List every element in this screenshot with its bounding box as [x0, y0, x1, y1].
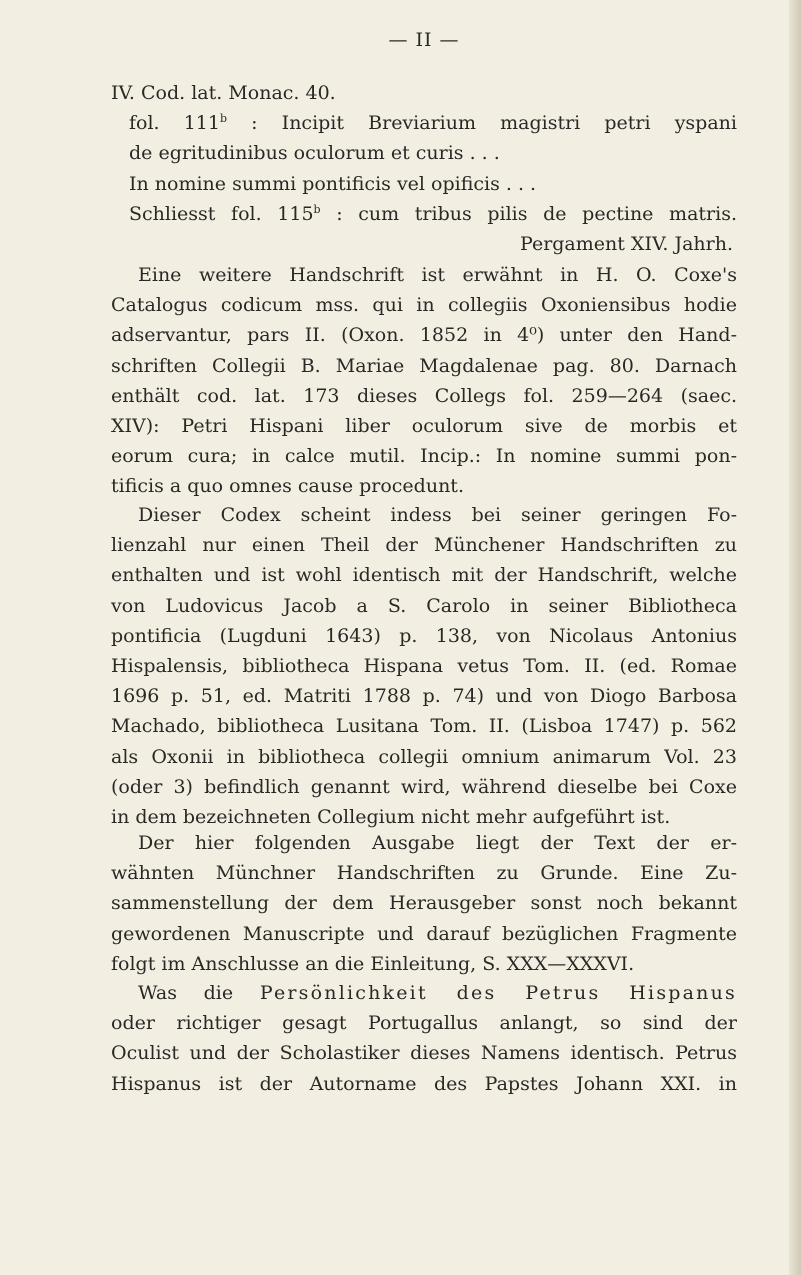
- text-line: Der hier folgenden Ausgabe liegt der Text der er-: [138, 832, 737, 854]
- text-line: lienzahl nur einen Theil der Münchener Handschriften zu: [111, 534, 737, 557]
- folio-ref: Schliesst fol. 115: [129, 202, 314, 225]
- text-line: wähnten Münchner Handschriften zu Grunde. Eine Zu-: [111, 862, 737, 885]
- text-line: Catalogus codicum mss. qui in collegiis Oxoniensibus hodie: [111, 294, 737, 317]
- entry-line-4: [111, 199, 737, 229]
- text-line: (oder 3) befindlich genannt wird, während dieselbe bei Coxe: [111, 775, 737, 798]
- entry-line-2: de egritudinibus oculorum et curis . . .: [129, 142, 500, 165]
- paragraph-4: [111, 978, 737, 1099]
- text-line: gewordenen Manuscripte und darauf bezüglichen Fragmente: [111, 922, 737, 945]
- entry-line-3: In nomine summi pontificis vel opificis . . .: [129, 172, 537, 195]
- paragraph-2: [111, 500, 737, 832]
- entry-line-1: [111, 108, 737, 138]
- folio-sup: b: [313, 202, 321, 216]
- text-line: schriften Collegii B. Mariae Magdalenae pag. 80. Darnach: [111, 354, 737, 377]
- text-line: 1696 p. 51, ed. Matriti 1788 p. 74) und von Diogo Barbosa: [111, 685, 737, 708]
- text-line: in dem bezeichneten Collegium nicht mehr aufgeführt ist.: [111, 806, 671, 829]
- explicit-text: : cum tribus pilis de pectine matris.: [320, 202, 737, 225]
- text-line: Machado, bibliotheca Lusitana Tom. II. (Lisboa 1747) p. 562: [111, 715, 737, 738]
- text-line: [111, 978, 737, 1008]
- spaced-emphasis: Persönlichkeit des Petrus Hispanus: [259, 982, 737, 1004]
- text-line: XIV): Petri Hispani liber oculorum sive de morbis et: [111, 415, 737, 438]
- folio-ref: fol. 111: [129, 112, 220, 135]
- text-line: tificis a quo omnes cause procedunt.: [111, 475, 464, 498]
- text-line: Dieser Codex scheint indess bei seiner geringen Fo-: [138, 504, 737, 526]
- text-segment: Was die: [138, 982, 260, 1004]
- text-line: enthalten und ist wohl identisch mit der Handschrift, welche: [111, 564, 737, 587]
- text-line: eorum cura; in calce mutil. Incip.: In nomine summi pon-: [111, 445, 737, 468]
- text-line: enthält cod. lat. 173 dieses Collegs fol. 259—264 (saec.: [111, 384, 737, 407]
- text-line: oder richtiger gesagt Portugallus anlangt, so sind der: [111, 1012, 737, 1035]
- text-line: von Ludovicus Jacob a S. Carolo in seiner Bibliotheca: [111, 594, 737, 617]
- text-line: sammenstellung der dem Herausgeber sonst noch bekannt: [111, 892, 737, 915]
- entry-heading: IV. Cod. lat. Monac. 40.: [111, 82, 336, 104]
- manuscript-entry: [111, 78, 737, 259]
- folio-sup: b: [219, 112, 228, 126]
- paragraph-3: [111, 828, 737, 979]
- page-edge: [789, 0, 801, 1275]
- text-line: Hispalensis, bibliotheca Hispana vetus Tom. II. (ed. Romae: [111, 655, 737, 678]
- text-line: Hispanus ist der Autorname des Papstes Johann XXI. in: [111, 1072, 737, 1095]
- entry-line-5: Pergament XIV. Jahrh.: [520, 233, 733, 256]
- text-line: Eine weitere Handschrift ist erwähnt in H. O. Coxe's: [138, 264, 737, 286]
- running-head: — II —: [388, 29, 460, 51]
- incipit-text: : Incipit Breviarium magistri petri yspani: [227, 112, 737, 135]
- text-line: folgt im Anschlusse an die Einleitung, S. XXX—XXXVI.: [111, 952, 635, 975]
- text-line: als Oxonii in bibliotheca collegii omnium animarum Vol. 23: [111, 745, 737, 768]
- paragraph-1: [111, 260, 737, 502]
- text-line: pontificia (Lugduni 1643) p. 138, von Nicolaus Antonius: [111, 624, 737, 647]
- text-line: Oculist und der Scholastiker dieses Namens identisch. Petrus: [111, 1042, 737, 1065]
- text-line: adservantur, pars II. (Oxon. 1852 in 4⁰) unter den Hand-: [111, 324, 737, 347]
